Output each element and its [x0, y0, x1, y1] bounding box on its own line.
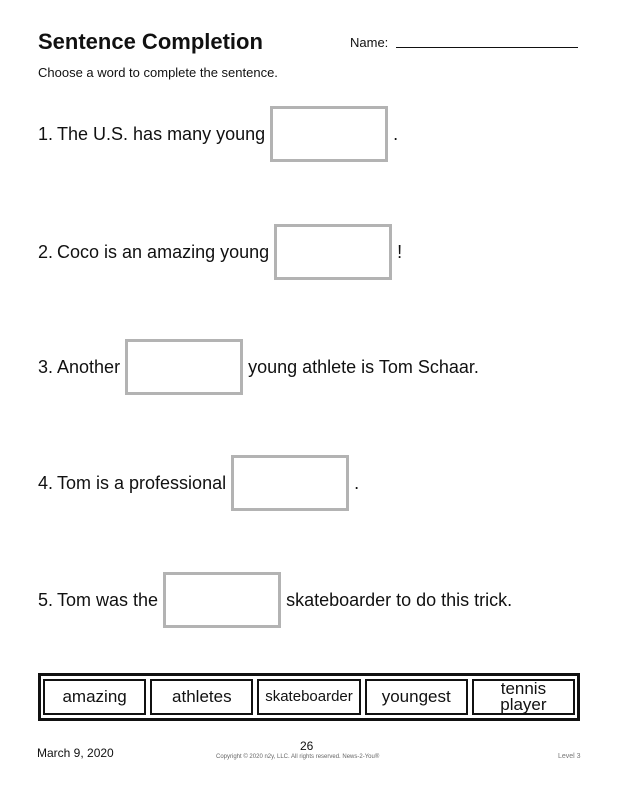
word-bank-item-youngest[interactable]: youngest	[365, 679, 468, 715]
question-text-after: .	[354, 472, 360, 493]
question-text-after: skateboarder to do this trick.	[286, 589, 513, 610]
question-text-before: The U.S. has many young	[57, 123, 266, 144]
question-number: 4.	[38, 472, 54, 493]
word-bank-item-label: tennis player	[500, 679, 547, 714]
answer-blank-1[interactable]	[270, 106, 388, 162]
answer-blank-5[interactable]	[163, 572, 281, 628]
question-text-before: Coco is an amazing young	[57, 241, 270, 262]
page-number: 26	[300, 739, 314, 753]
question-4	[38, 455, 359, 511]
page-title: Sentence Completion	[38, 29, 263, 54]
level-label: Level 3	[558, 753, 581, 760]
answer-blank-3[interactable]	[125, 339, 243, 395]
word-bank-item-amazing[interactable]: amazing	[43, 679, 146, 715]
footer-date: March 9, 2020	[37, 746, 114, 760]
question-text-after: !	[397, 241, 403, 262]
question-2	[38, 224, 402, 280]
word-bank-item-skateboarder[interactable]: skateboarder	[257, 679, 360, 715]
question-text-before: Tom was the	[57, 589, 159, 610]
word-bank-item-tennis-player[interactable]	[472, 679, 575, 715]
question-text-after: young athlete is Tom Schaar.	[248, 356, 479, 377]
question-number: 5.	[38, 589, 54, 610]
question-1	[38, 106, 398, 162]
question-number: 3.	[38, 356, 54, 377]
question-text-before: Another	[57, 356, 121, 377]
instructions: Choose a word to complete the sentence.	[38, 65, 278, 80]
question-text-after: .	[393, 123, 399, 144]
word-bank-item-athletes[interactable]: athletes	[150, 679, 253, 715]
question-number: 2.	[38, 241, 54, 262]
name-line[interactable]	[396, 47, 578, 48]
question-3	[38, 339, 479, 395]
answer-blank-4[interactable]	[231, 455, 349, 511]
question-text-before: Tom is a professional	[57, 472, 227, 493]
copyright: Copyright © 2020 n2y, LLC. All rights reserved. News-2-You®	[216, 754, 380, 760]
name-label: Name:	[350, 35, 389, 50]
word-bank	[38, 673, 580, 721]
answer-blank-2[interactable]	[274, 224, 392, 280]
question-5	[38, 572, 512, 628]
question-number: 1.	[38, 123, 54, 144]
